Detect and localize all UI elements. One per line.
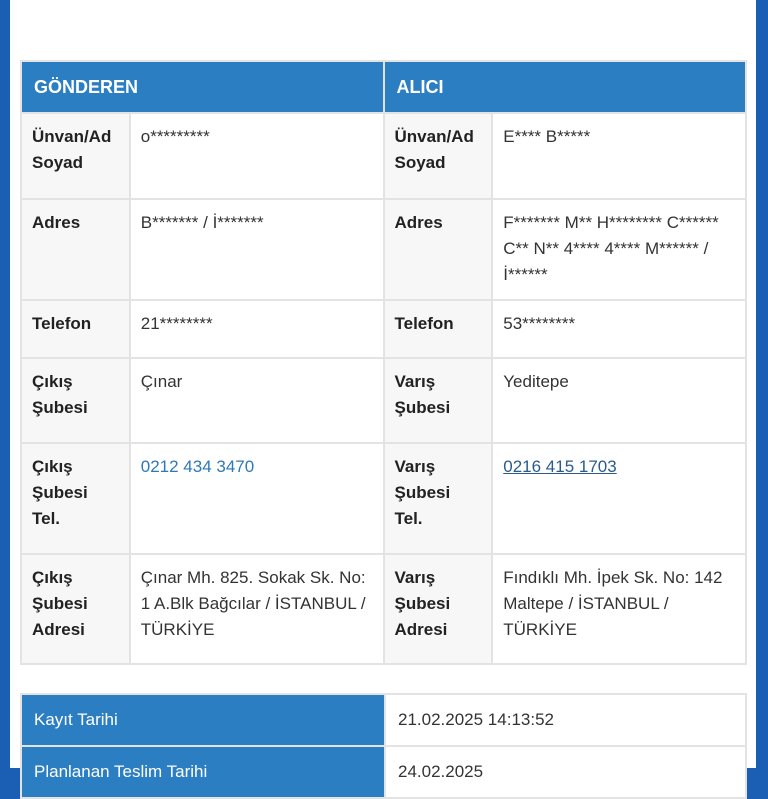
origin-branch-phone-label: Çıkış Şubesi Tel.	[21, 443, 130, 554]
origin-branch-value: Çınar	[130, 358, 384, 443]
receiver-address-value: F******* M** H******** C****** C** N** 4**** 4**** M****** / İ******	[492, 199, 746, 300]
destination-branch-phone-link[interactable]: 0216 415 1703	[503, 457, 617, 476]
origin-branch-label: Çıkış Şubesi	[21, 358, 130, 443]
origin-branch-phone-link[interactable]: 0212 434 3470	[140, 457, 255, 476]
receiver-phone-label: Telefon	[384, 300, 493, 358]
destination-branch-address-value: Fındıklı Mh. İpek Sk. No: 142 Maltepe / İSTANBUL / TÜRKİYE	[492, 554, 746, 664]
receiver-address-label: Adres	[384, 199, 493, 300]
table-row	[21, 113, 746, 199]
origin-branch-address-value: Çınar Mh. 825. Sokak Sk. No: 1 A.Blk Bağcılar / İSTANBUL / TÜRKİYE	[130, 554, 384, 664]
sender-receiver-table	[20, 60, 747, 665]
planned-delivery-label: Planlanan Teslim Tarihi	[21, 746, 385, 798]
sender-address-value: B******* / İ*******	[130, 199, 384, 300]
table-row	[21, 358, 746, 443]
sender-name-value: o*********	[130, 113, 384, 199]
receiver-header: ALICI	[384, 61, 747, 113]
destination-branch-address-label: Varış Şubesi Adresi	[384, 554, 493, 664]
table-row	[21, 199, 746, 300]
destination-branch-value: Yeditepe	[492, 358, 746, 443]
table-row	[21, 746, 746, 798]
sender-address-label: Adres	[21, 199, 130, 300]
table-row	[21, 443, 746, 554]
dates-table	[20, 693, 747, 799]
destination-branch-phone-label: Varış Şubesi Tel.	[384, 443, 493, 554]
sender-phone-value: 21********	[130, 300, 384, 358]
receiver-phone-value: 53********	[492, 300, 746, 358]
shipment-card	[10, 0, 756, 781]
registration-date-label: Kayıt Tarihi	[21, 694, 385, 746]
destination-branch-label: Varış Şubesi	[384, 358, 493, 443]
sender-phone-label: Telefon	[21, 300, 130, 358]
table-row	[21, 694, 746, 746]
table-row	[21, 300, 746, 358]
table-row	[21, 554, 746, 664]
sender-header: GÖNDEREN	[21, 61, 384, 113]
origin-branch-address-label: Çıkış Şubesi Adresi	[21, 554, 130, 664]
registration-date-value: 21.02.2025 14:13:52	[385, 694, 746, 746]
sender-name-label: Ünvan/Ad Soyad	[21, 113, 130, 199]
receiver-name-value: E**** B*****	[492, 113, 746, 199]
planned-delivery-value: 24.02.2025	[385, 746, 746, 798]
receiver-name-label: Ünvan/Ad Soyad	[384, 113, 493, 199]
